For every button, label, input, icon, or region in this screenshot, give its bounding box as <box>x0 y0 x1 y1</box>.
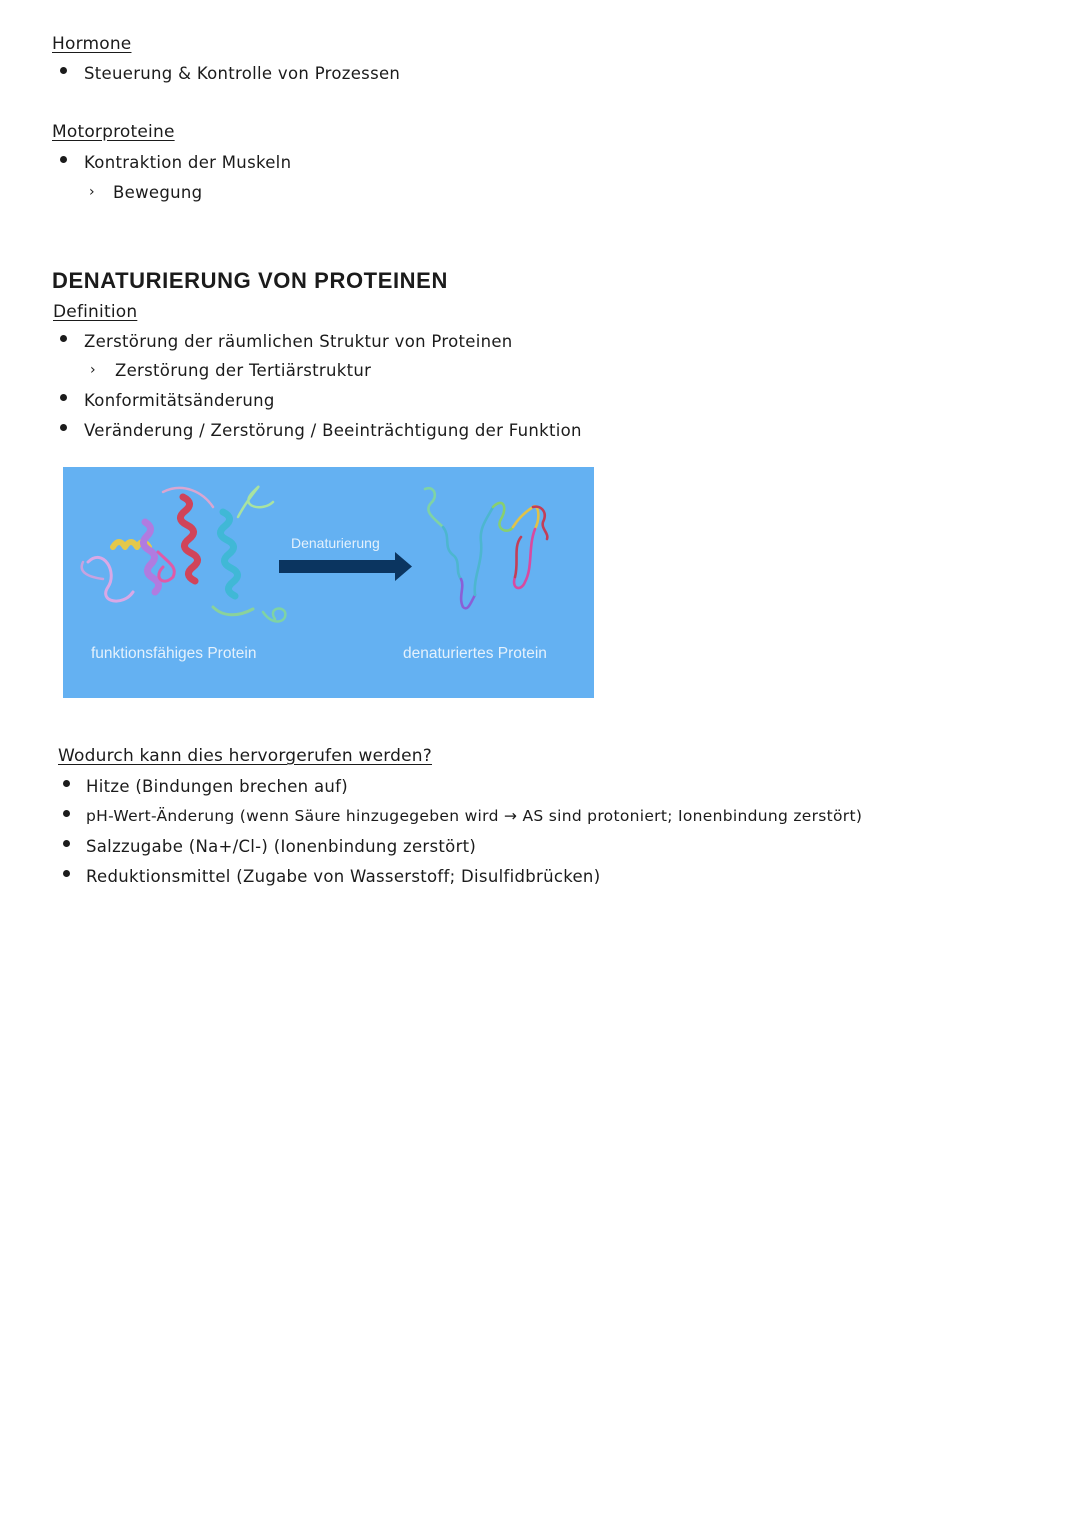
bullet-dot <box>60 394 67 401</box>
denatured-protein-icon <box>425 488 547 608</box>
left-caption: funktionsfähiges Protein <box>91 645 257 662</box>
bullet-dot <box>63 780 70 787</box>
sub-arrow-icon: › <box>89 184 95 200</box>
definition-item-3: Veränderung / Zerstörung / Beeinträchtigung der Funktion <box>84 421 582 440</box>
bullet-dot <box>63 870 70 877</box>
folded-protein-icon <box>82 487 286 622</box>
cause-item-1: Hitze (Bindungen brechen auf) <box>86 777 348 796</box>
bullet-dot <box>60 67 67 74</box>
bullet-dot <box>63 810 70 817</box>
denaturation-figure <box>63 467 594 698</box>
arrow-head-icon <box>395 552 412 581</box>
section-title: DENATURIERUNG VON PROTEINEN <box>52 268 448 293</box>
definition-sub-item: Zerstörung der Tertiärstruktur <box>115 361 372 380</box>
right-caption: denaturiertes Protein <box>403 645 547 662</box>
motor-sub-item: Bewegung <box>113 183 203 202</box>
hormone-heading: Hormone <box>52 34 132 54</box>
cause-item-4: Reduktionsmittel (Zugabe von Wasserstoff; Disulfidbrücken) <box>86 867 601 886</box>
motor-item: Kontraktion der Muskeln <box>84 153 292 172</box>
arrow-shaft <box>279 560 395 573</box>
arrow-label: Denaturierung <box>291 535 380 551</box>
definition-item-2: Konformitätsänderung <box>84 391 275 410</box>
bullet-dot <box>60 156 67 163</box>
definition-item-1: Zerstörung der räumlichen Struktur von Proteinen <box>84 332 513 351</box>
cause-item-3: Salzzugabe (Na+/Cl-) (Ionenbindung zerstört) <box>86 837 477 856</box>
protein-illustration <box>63 467 594 698</box>
bullet-dot <box>60 335 67 342</box>
motor-heading: Motorproteine <box>52 122 175 142</box>
hormone-item: Steuerung & Kontrolle von Prozessen <box>84 64 401 83</box>
causes-heading: Wodurch kann dies hervorgerufen werden? <box>58 746 432 766</box>
definition-heading: Definition <box>53 302 138 322</box>
bullet-dot <box>63 840 70 847</box>
cause-item-2: pH-Wert-Änderung (wenn Säure hinzugegeben wird → AS sind protoniert; Ionenbindung zerstört) <box>86 807 863 825</box>
sub-arrow-icon: › <box>90 362 96 378</box>
bullet-dot <box>60 424 67 431</box>
